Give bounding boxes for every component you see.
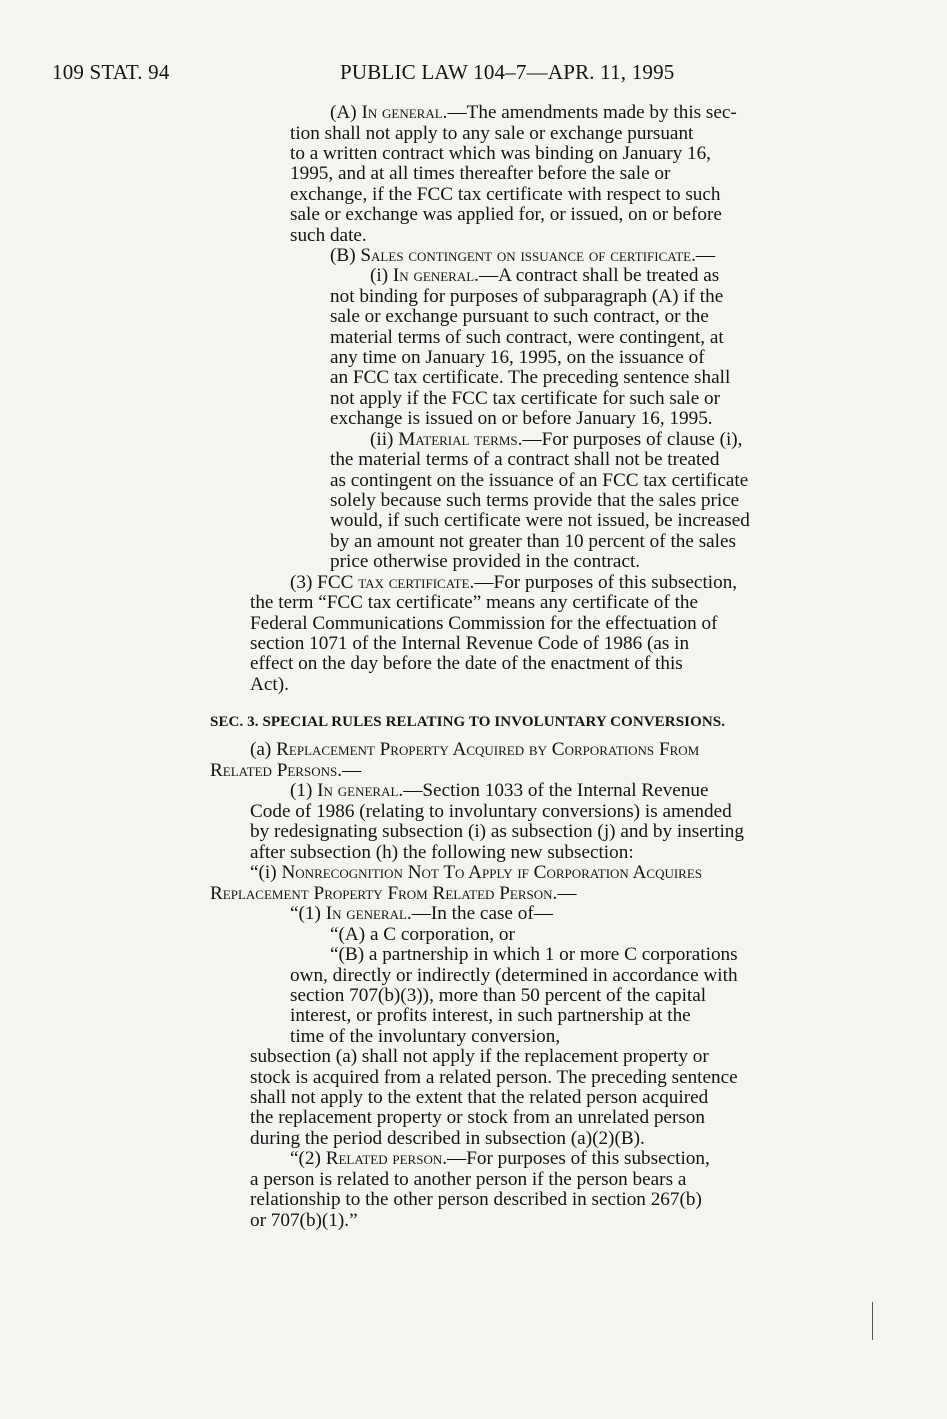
new-subpara-b-line: own, directly or indirectly (determined in accordance with	[290, 965, 738, 986]
new-para-2-text: —For purposes of this subsection,	[447, 1148, 710, 1169]
statute-page-number: 109 STAT. 94	[52, 60, 170, 84]
new-para-2-heading: Related person.	[325, 1148, 448, 1169]
clause-i-line: exchange is issued on or before January 16, 1995.	[330, 408, 713, 429]
clause-i-line: sale or exchange pursuant to such contract, or the	[330, 306, 709, 327]
para-1-label: (1)	[290, 780, 313, 801]
para-b-heading: Sales contingent on issuance of certificate.	[360, 245, 696, 266]
clause-i-text: —A contract shall be treated as	[478, 265, 720, 286]
subsection-a-heading: Replacement Property Acquired by Corporations From	[276, 739, 700, 760]
para-a-line: such date.	[290, 225, 367, 246]
para-3-line: Federal Communications Commission for the effectuation of	[250, 613, 718, 634]
para-1-line: Code of 1986 (relating to involuntary conversions) is amended	[250, 801, 732, 822]
para-1-line: after subsection (h) the following new subsection:	[250, 842, 634, 863]
para-a-label: (A)	[330, 102, 357, 123]
para-a-first-line	[330, 103, 737, 123]
clause-ii-line: as contingent on the issuance of an FCC tax certificate	[330, 470, 749, 491]
new-subsection-i-heading-cont: Replacement Property From Related Person.	[210, 883, 558, 904]
new-subpara-a: “(A) a C corporation, or	[330, 924, 515, 945]
para-a-text: —The amendments made by this sec-	[447, 102, 737, 123]
clause-ii-first-line	[370, 430, 742, 450]
flush-text-line: during the period described in subsection (a)(2)(B).	[250, 1128, 645, 1149]
new-subsection-i-dash: —	[557, 883, 577, 904]
new-para-2-line: relationship to the other person described in section 267(b)	[250, 1189, 702, 1210]
clause-ii-line: the material terms of a contract shall not be treated	[330, 449, 720, 470]
subsection-a-heading-cont: Related Persons.	[210, 760, 343, 781]
para-a-line: 1995, and at all times thereafter before the sale or	[290, 163, 671, 184]
new-subsection-i-label: “(i)	[250, 862, 277, 883]
clause-ii-line: would, if such certificate were not issued, be increased	[330, 510, 750, 531]
new-subpara-b-line: section 707(b)(3)), more than 50 percent of the capital	[290, 985, 707, 1006]
subsection-a-line	[250, 740, 699, 760]
new-para-2-line: a person is related to another person if the person bears a	[250, 1169, 687, 1190]
new-para-1-text: —In the case of—	[411, 903, 553, 924]
subsection-a-line	[210, 761, 361, 781]
para-1-heading: In general.	[317, 780, 404, 801]
para-3-text: —For purposes of this subsection,	[474, 572, 738, 593]
para-b-dash: —	[695, 245, 716, 266]
scan-margin-mark	[872, 1302, 873, 1340]
para-a-line: sale or exchange was applied for, or issued, on or before	[290, 204, 722, 225]
clause-i-first-line	[370, 266, 719, 286]
subsection-a-label: (a)	[250, 739, 272, 760]
para-a-line: to a written contract which was binding on January 16,	[290, 143, 711, 164]
new-para-2-line: or 707(b)(1).”	[250, 1210, 358, 1231]
new-para-1-line	[290, 904, 553, 924]
clause-i-line: any time on January 16, 1995, on the issuance of	[330, 347, 705, 368]
clause-ii-line: solely because such terms provide that the sales price	[330, 490, 740, 511]
para-1-text: —Section 1033 of the Internal Revenue	[403, 780, 709, 801]
clause-i-line: not binding for purposes of subparagraph (A) if the	[330, 286, 724, 307]
subsection-a-dash: —	[342, 760, 362, 781]
para-3-line: Act).	[250, 674, 289, 695]
new-subpara-b-line: “(B) a partnership in which 1 or more C corporations	[330, 944, 738, 965]
new-para-2-label: “(2)	[290, 1148, 321, 1169]
para-3-line: effect on the day before the date of the enactment of this	[250, 653, 683, 674]
clause-i-line: an FCC tax certificate. The preceding sentence shall	[330, 367, 731, 388]
clause-ii-heading: Material terms.	[398, 429, 523, 450]
para-3-line: section 1071 of the Internal Revenue Code of 1986 (as in	[250, 633, 690, 654]
para-b-heading-line	[330, 246, 715, 266]
para-3-line: the term “FCC tax certificate” means any certificate of the	[250, 592, 699, 613]
flush-text-line: subsection (a) shall not apply if the replacement property or	[250, 1046, 709, 1067]
para-a-line: tion shall not apply to any sale or exchange pursuant	[290, 123, 694, 144]
new-subpara-b-line: interest, or profits interest, in such partnership at the	[290, 1005, 691, 1026]
clause-ii-label: (ii)	[370, 429, 394, 450]
clause-i-label: (i)	[370, 265, 389, 286]
clause-i-heading: In general.	[392, 265, 479, 286]
para-3-heading: tax certificate.	[358, 572, 475, 593]
clause-ii-text: —For purposes of clause (i),	[522, 429, 743, 450]
para-1-line: by redesignating subsection (i) as subsection (j) and by inserting	[250, 821, 744, 842]
para-3-label: (3) FCC	[290, 572, 354, 593]
new-subsection-i-line	[210, 884, 577, 904]
new-para-2-first-line	[290, 1149, 710, 1169]
para-b-label: (B)	[330, 245, 356, 266]
clause-ii-line: by an amount not greater than 10 percent of the sales	[330, 531, 736, 552]
clause-i-line: material terms of such contract, were contingent, at	[330, 327, 724, 348]
new-subsection-i-line	[250, 863, 702, 883]
flush-text-line: stock is acquired from a related person. The preceding sentence	[250, 1067, 738, 1088]
para-3-first-line	[290, 573, 737, 593]
flush-text-line: the replacement property or stock from an unrelated person	[250, 1107, 705, 1128]
new-subsection-i-heading: Nonrecognition Not To Apply if Corporation Acquires	[281, 862, 703, 883]
para-1-first-line	[290, 781, 709, 801]
clause-i-line: not apply if the FCC tax certificate for such sale or	[330, 388, 721, 409]
public-law-citation: PUBLIC LAW 104–7—APR. 11, 1995	[340, 60, 675, 84]
para-a-heading: In general.	[361, 102, 448, 123]
flush-text-line: shall not apply to the extent that the related person acquired	[250, 1087, 709, 1108]
new-para-1-heading: In general.	[325, 903, 412, 924]
new-para-1-label: “(1)	[290, 903, 321, 924]
clause-ii-line: price otherwise provided in the contract.	[330, 551, 641, 572]
para-a-line: exchange, if the FCC tax certificate with respect to such	[290, 184, 721, 205]
page-header	[52, 60, 895, 88]
new-subpara-b-line: time of the involuntary conversion,	[290, 1026, 561, 1047]
section-heading: SEC. 3. SPECIAL RULES RELATING TO INVOLUNTARY CONVERSIONS.	[210, 714, 726, 730]
